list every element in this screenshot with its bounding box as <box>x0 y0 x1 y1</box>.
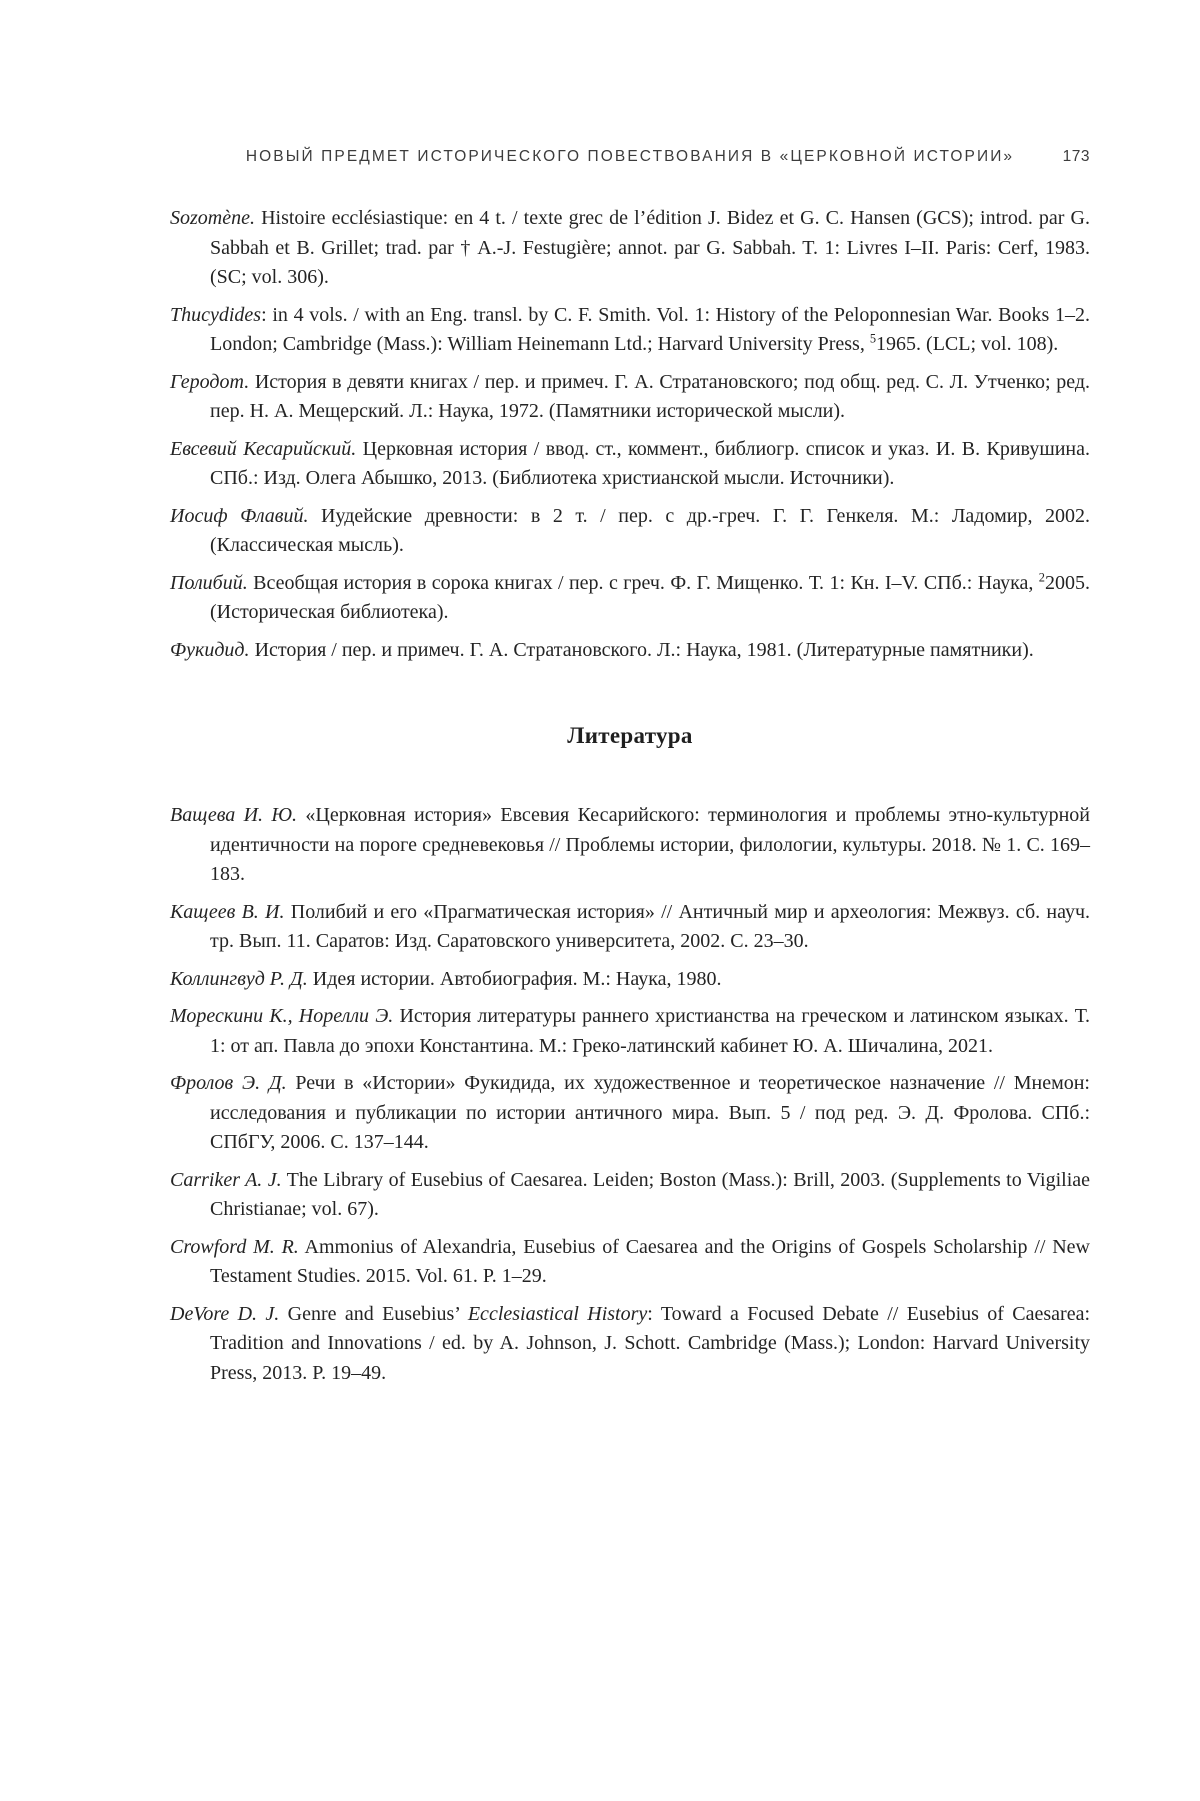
bibliography-entry <box>170 801 1090 890</box>
bibliography-entry <box>170 301 1090 360</box>
entry-text: Иудейские древности: в 2 т. / пер. с др.-греч. Г. Г. Генкеля. М.: Ладомир, 2002. (Классическая мысль). <box>210 504 1090 556</box>
bibliography-entry <box>170 965 1090 995</box>
entry-text: Ammonius of Alexandria, Eusebius of Caesarea and the Origins of Gospels Scholarship // New Testament Studies. 2015. Vol. 61. P. 1–29. <box>210 1235 1091 1287</box>
page-number: 173 <box>1062 148 1090 165</box>
entry-italic-text: Полибий. <box>170 571 248 594</box>
entry-italic-text: Кащеев В. И. <box>170 900 285 923</box>
edition-superscript: 5 <box>869 331 877 346</box>
running-header <box>170 148 1090 168</box>
entry-text: «Церковная история» Евсевия Кесарийского: терминология и проблемы этно-культурной идентичности на пороге средневековья // Проблемы истории, филологии, культуры. 2018. № 1. С. 169–183. <box>210 804 1090 885</box>
running-header-title: НОВЫЙ ПРЕДМЕТ ИСТОРИЧЕСКОГО ПОВЕСТВОВАНИЯ В «ЦЕРКОВНОЙ ИСТОРИИ» <box>245 148 1015 165</box>
entry-italic-text: DeVore D. J. <box>170 1302 280 1325</box>
entry-italic-text: Ващева И. Ю. <box>170 804 298 826</box>
entry-italic-text: Фролов Э. Д. <box>170 1072 287 1094</box>
entry-italic-text: Ecclesiastical History <box>467 1302 648 1325</box>
bibliography-entry <box>170 1233 1090 1292</box>
bibliography-entry <box>170 898 1090 957</box>
entry-text: Церковная история / ввод. ст., коммент., библиогр. список и указ. И. В. Кривушина. СПб.: Изд. Олега Абышко, 2013. (Библиотека христианской мысли. Источники). <box>210 437 1091 489</box>
entry-italic-text: Морескини К., Норелли Э. <box>170 1005 394 1027</box>
sources-section <box>170 204 1090 665</box>
entry-italic-text: Евсевий Кесарийский. <box>170 437 357 460</box>
entry-text: Идея истории. Автобиография. М.: Наука, 1980. <box>307 967 722 990</box>
entry-text: : Toward a Focused Debate // Eusebius of Caesarea: Tradition and Innovations / ed. by A. Johnson, J. Schott. Cambridge (Mass.); London: Harvard University Press, 2013. P. 19–49. <box>210 1302 1091 1384</box>
entry-text: Genre and Eusebius’ <box>279 1302 468 1325</box>
entry-text: Всеобщая история в сорока книгах / пер. с греч. Ф. Г. Мищенко. Т. 1: Кн. I–V. СПб.: Наука, <box>247 571 1039 594</box>
entry-text: 2005. (Историческая библиотека). <box>210 571 1090 623</box>
entry-italic-text: Sozomène. <box>170 207 255 229</box>
entry-text: : in 4 vols. / with an Eng. transl. by C. F. Smith. Vol. 1: History of the Peloponnesian War. Books 1–2. London; Cambridge (Mass.): William Heinemann Ltd.; Harvard University Press, <box>210 303 1090 355</box>
bibliography-entry <box>170 636 1090 666</box>
entry-text: История в девяти книгах / пер. и примеч. Г. А. Стратановского; под общ. ред. С. Л. Утченко; ред. пер. Н. А. Мещерский. Л.: Наука, 1972. (Памятники исторической мысли). <box>210 370 1090 422</box>
entry-italic-text: Crowford M. R. <box>170 1235 299 1258</box>
entry-text: История литературы раннего христианства на греческом и латинском языках. Т. 1: от ап. Павла до эпохи Константина. М.: Греко-латинский кабинет Ю. А. Шичалина, 2021. <box>210 1005 1090 1057</box>
entry-text: История / пер. и примеч. Г. А. Стратановского. Л.: Наука, 1981. (Литературные памятники). <box>249 638 1034 661</box>
literature-section <box>170 723 1090 1388</box>
bibliography-entry <box>170 1069 1090 1158</box>
entry-text: Речи в «Истории» Фукидида, их художественное и теоретическое назначение // Мнемон: исследования и публикации по истории античного мира. Вып. 5 / под ред. Э. Д. Фролова. СПб.: СПбГУ, 2006. С. 137–144. <box>210 1072 1090 1153</box>
bibliography-entry <box>170 502 1090 561</box>
entry-text: The Library of Eusebius of Caesarea. Leiden; Boston (Mass.): Brill, 2003. (Supplements to Vigiliae Christianae; vol. 67). <box>210 1168 1091 1220</box>
bibliography-entry <box>170 1002 1090 1061</box>
entry-italic-text: Thucydides <box>170 303 262 326</box>
entry-italic-text: Геродот. <box>170 370 250 393</box>
entry-italic-text: Иосиф Флавий. <box>170 504 309 527</box>
entry-text: Полибий и его «Прагматическая история» // Античный мир и археология: Межвуз. сб. науч. тр. Вып. 11. Саратов: Изд. Саратовского университета, 2002. С. 23–30. <box>210 900 1091 952</box>
entry-text: 1965. (LCL; vol. 108). <box>876 333 1059 355</box>
bibliography-entry <box>170 204 1090 293</box>
entry-italic-text: Carriker A. J. <box>170 1168 282 1191</box>
entry-italic-text: Фукидид. <box>170 638 250 661</box>
section-heading: Литература <box>567 723 693 748</box>
bibliography-entry <box>170 368 1090 427</box>
bibliography-entry <box>170 1166 1090 1225</box>
bibliography-entry <box>170 1300 1090 1389</box>
bibliography-entry <box>170 569 1090 628</box>
entry-italic-text: Коллингвуд Р. Д. <box>170 967 308 990</box>
bibliography <box>170 204 1090 1388</box>
edition-superscript: 2 <box>1038 569 1045 584</box>
entry-text: Histoire ecclésiastique: en 4 t. / texte grec de l’édition J. Bidez et G. C. Hansen (GCS); introd. par G. Sabbah et B. Grillet; trad. par † A.-J. Festugière; annot. par G. Sabbah. T. 1: Livres I–II. Paris: Cerf, 1983. (SC; vol. 306). <box>210 207 1090 288</box>
bibliography-entry <box>170 435 1090 494</box>
